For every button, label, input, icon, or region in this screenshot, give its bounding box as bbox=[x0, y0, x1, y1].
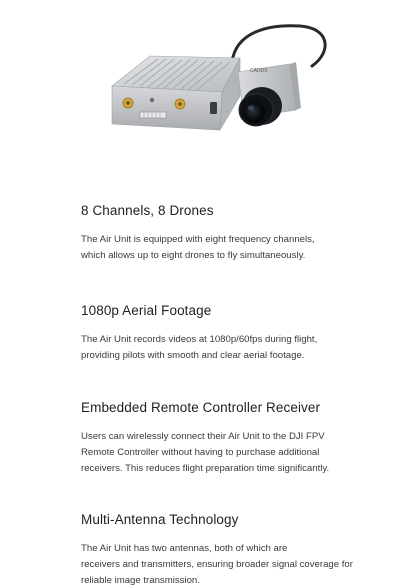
feature-description bbox=[81, 332, 381, 364]
description-line: The Air Unit records videos at 1080p/60fps during flight, bbox=[81, 334, 318, 345]
description-line: Users can wirelessly connect their Air Unit to the DJI FPV bbox=[81, 431, 325, 442]
product-image bbox=[0, 0, 416, 175]
feature-title: 8 Channels, 8 Drones bbox=[81, 203, 214, 218]
description-line: reliable image transmission. bbox=[81, 575, 200, 586]
description-line: which allows up to eight drones to fly simultaneously. bbox=[81, 250, 306, 261]
feature-title: Embedded Remote Controller Receiver bbox=[81, 400, 321, 415]
description-line: providing pilots with smooth and clear aerial footage. bbox=[81, 350, 305, 361]
description-line: The Air Unit is equipped with eight frequency channels, bbox=[81, 234, 315, 245]
description-line: Remote Controller without having to purchase additional bbox=[81, 447, 320, 458]
feature-title: 1080p Aerial Footage bbox=[81, 303, 212, 318]
description-line: receivers. This reduces flight preparation time significantly. bbox=[81, 463, 330, 474]
description-line: receivers and transmitters, ensuring broader signal coverage for bbox=[81, 559, 353, 570]
air-unit-icon bbox=[0, 0, 416, 175]
feature-description bbox=[81, 541, 381, 588]
antenna-connector-right-icon bbox=[175, 99, 185, 109]
description-line: The Air Unit has two antennas, both of which are bbox=[81, 543, 288, 554]
feature-channels bbox=[81, 203, 381, 264]
feature-aerial-footage bbox=[81, 303, 381, 364]
feature-description bbox=[81, 232, 381, 264]
feature-multi-antenna bbox=[81, 512, 381, 588]
antenna-connector-left-icon bbox=[123, 98, 133, 108]
feature-remote-receiver bbox=[81, 400, 381, 477]
feature-description bbox=[81, 429, 381, 477]
camera-brand-label: CADDX bbox=[250, 68, 268, 74]
feature-title: Multi-Antenna Technology bbox=[81, 512, 239, 527]
